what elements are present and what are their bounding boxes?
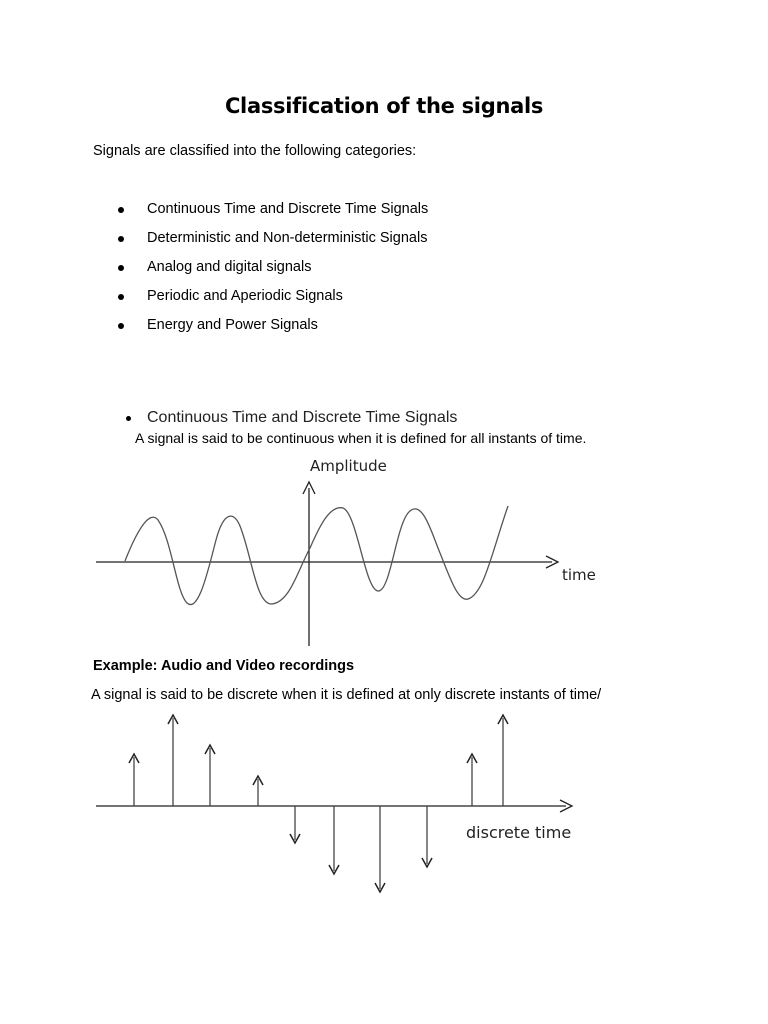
continuous-definition: A signal is said to be continuous when it is defined for all instants of time. (135, 430, 587, 446)
discrete-sample (168, 715, 178, 806)
list-item: Periodic and Aperiodic Signals (147, 288, 343, 304)
list-item: Continuous Time and Discrete Time Signals (147, 201, 429, 217)
example-text: Example: Audio and Video recordings (93, 658, 355, 674)
discrete-sample (205, 745, 215, 806)
discrete-sample (253, 776, 263, 806)
discrete-sample (422, 806, 432, 867)
discrete-definition: A signal is said to be discrete when it is defined at only discrete instants of time/ (91, 687, 602, 703)
discrete-sample (467, 754, 477, 806)
continuous-x-axis-label: time (562, 566, 596, 584)
discrete-sample (375, 806, 385, 892)
intro-text: Signals are classified into the following categories: (93, 143, 417, 159)
discrete-sample (290, 806, 300, 843)
list-item: Energy and Power Signals (147, 317, 318, 333)
page-title: Classification of the signals (224, 94, 544, 118)
discrete-x-axis-label: discrete time (466, 823, 572, 842)
section-heading: Continuous Time and Discrete Time Signals (147, 409, 458, 426)
list-item: Analog and digital signals (147, 259, 312, 275)
discrete-sample (329, 806, 339, 874)
continuous-y-axis-label: Amplitude (310, 457, 387, 475)
discrete-sample (129, 754, 139, 806)
discrete-sample (498, 715, 508, 806)
list-item: Deterministic and Non-deterministic Signals (147, 230, 428, 246)
